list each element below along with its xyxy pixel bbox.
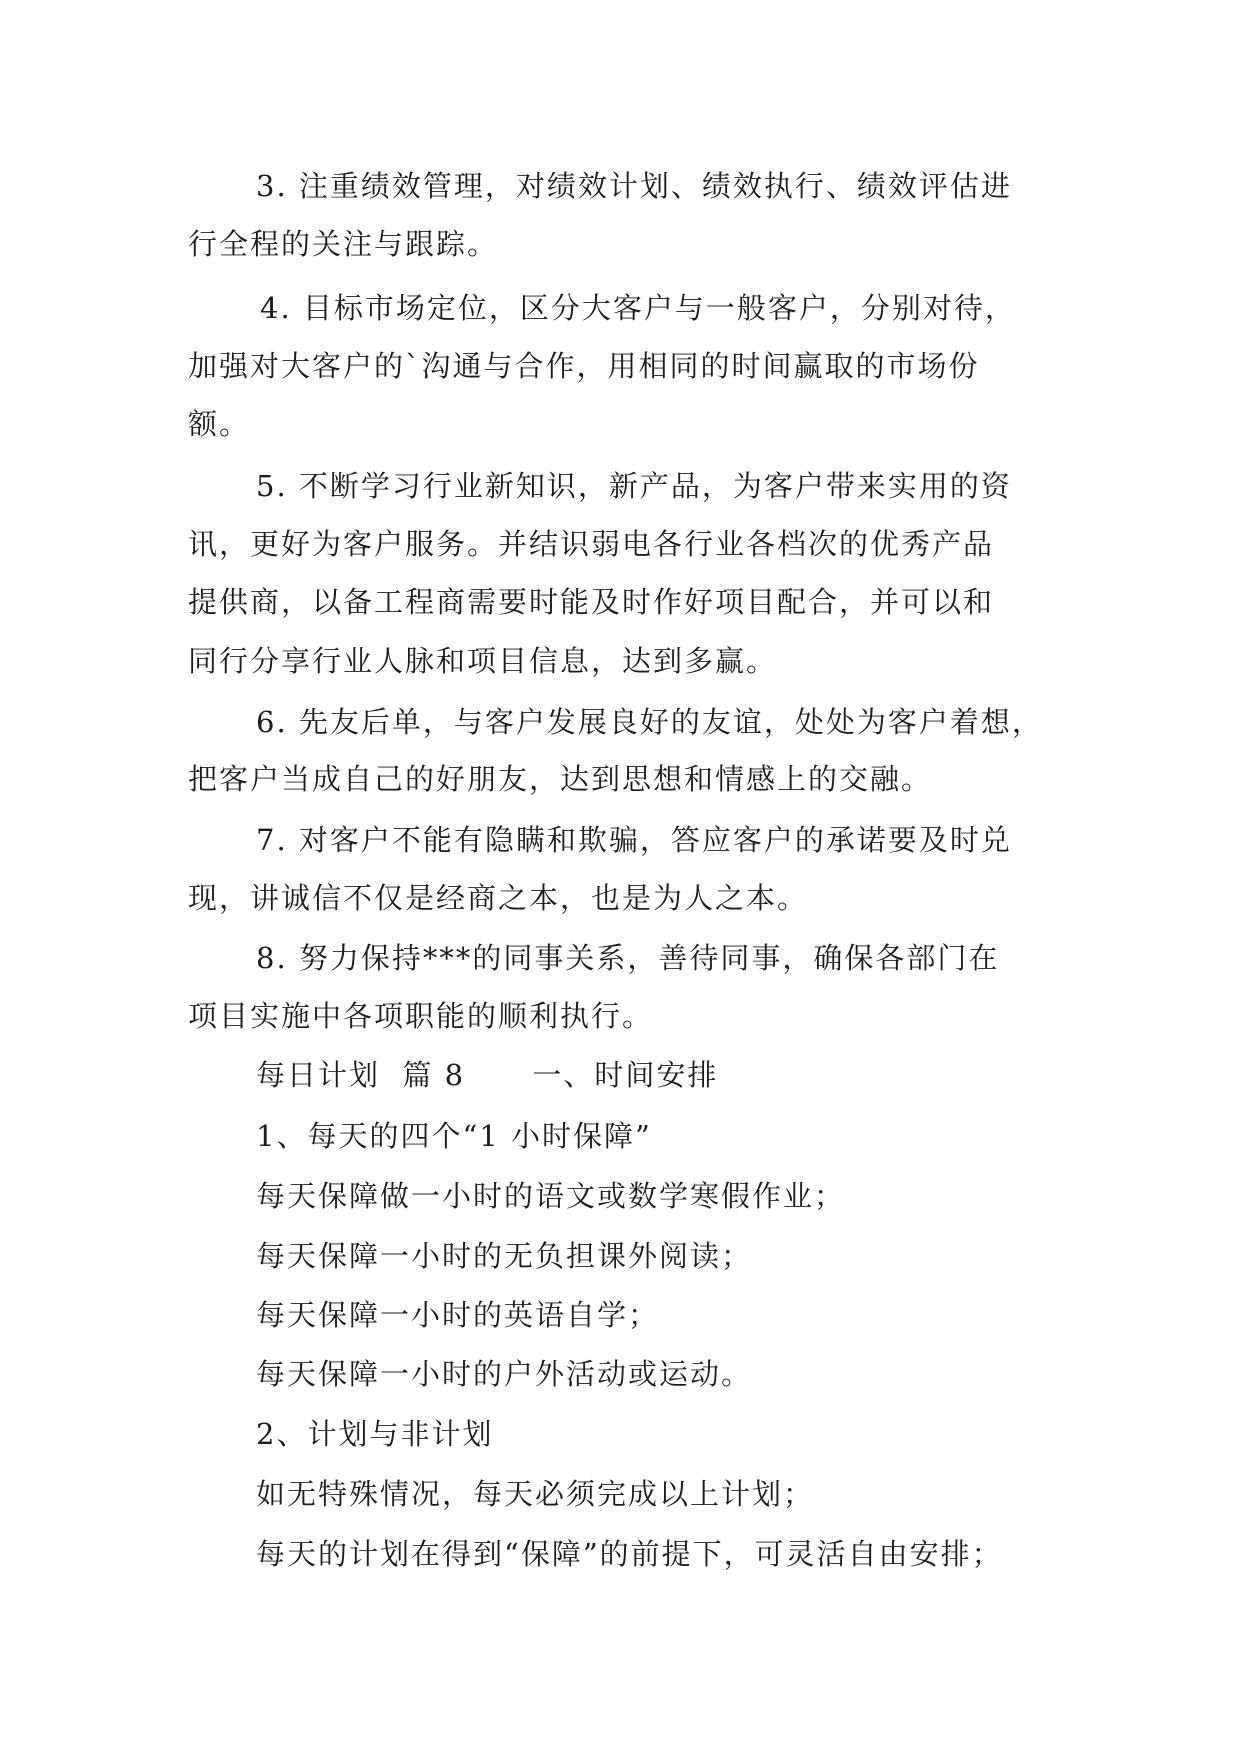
list-item: 每天保障一小时的英语自学； [256, 1298, 660, 1332]
item-3-line-1: 3. 注重绩效管理，对绩效计划、绩效执行、绩效评估进 [256, 169, 1012, 203]
item-5-line-3: 提供商，以备工程商需要时能及时作好项目配合，并可以和 [188, 585, 995, 619]
item-6-line-2: 把客户当成自己的好朋友，达到思想和情感上的交融。 [188, 762, 933, 796]
item-4-line-1: 4. 目标市场定位，区分大客户与一般客户，分别对待， [260, 291, 1016, 325]
list-item: 每天的计划在得到“保障”的前提下，可灵活自由安排； [256, 1537, 1003, 1571]
item-3-line-2: 行全程的关注与跟踪。 [188, 227, 499, 261]
item-6-line-1: 6. 先友后单，与客户发展良好的友谊，处处为客户着想， [256, 705, 1043, 739]
item-5-line-2: 讯，更好为客户服务。并结识弱电各行业各档次的优秀产品 [188, 527, 995, 561]
section-heading: 每日计划 篇 8 一、时间安排 [256, 1058, 719, 1092]
list-item: 每天保障做一小时的语文或数学寒假作业； [256, 1179, 846, 1213]
item-7-line-2: 现，讲诚信不仅是经商之本，也是为人之本。 [188, 881, 809, 915]
item-8-line-1: 8. 努力保持***的同事关系，善待同事，确保各部门在 [256, 941, 1000, 975]
item-7-line-1: 7. 对客户不能有隐瞒和欺骗，答应客户的承诺要及时兑 [256, 823, 1012, 857]
item-8-line-2: 项目实施中各项职能的顺利执行。 [188, 999, 654, 1033]
subheading-four-hours: 1、每天的四个“1 小时保障” [256, 1119, 652, 1153]
subheading-plan: 2、计划与非计划 [256, 1417, 494, 1451]
list-item: 如无特殊情况，每天必须完成以上计划； [256, 1477, 815, 1511]
item-4-line-3: 额。 [188, 407, 251, 441]
item-5-line-1: 5. 不断学习行业新知识，新产品，为客户带来实用的资 [256, 469, 1012, 503]
list-item: 每天保障一小时的无负担课外阅读； [256, 1239, 753, 1273]
item-5-line-4: 同行分享行业人脉和项目信息，达到多赢。 [188, 644, 778, 678]
item-4-line-2: 加强对大客户的`沟通与合作，用相同的时间赢取的市场份 [188, 349, 980, 383]
list-item: 每天保障一小时的户外活动或运动。 [256, 1357, 753, 1391]
